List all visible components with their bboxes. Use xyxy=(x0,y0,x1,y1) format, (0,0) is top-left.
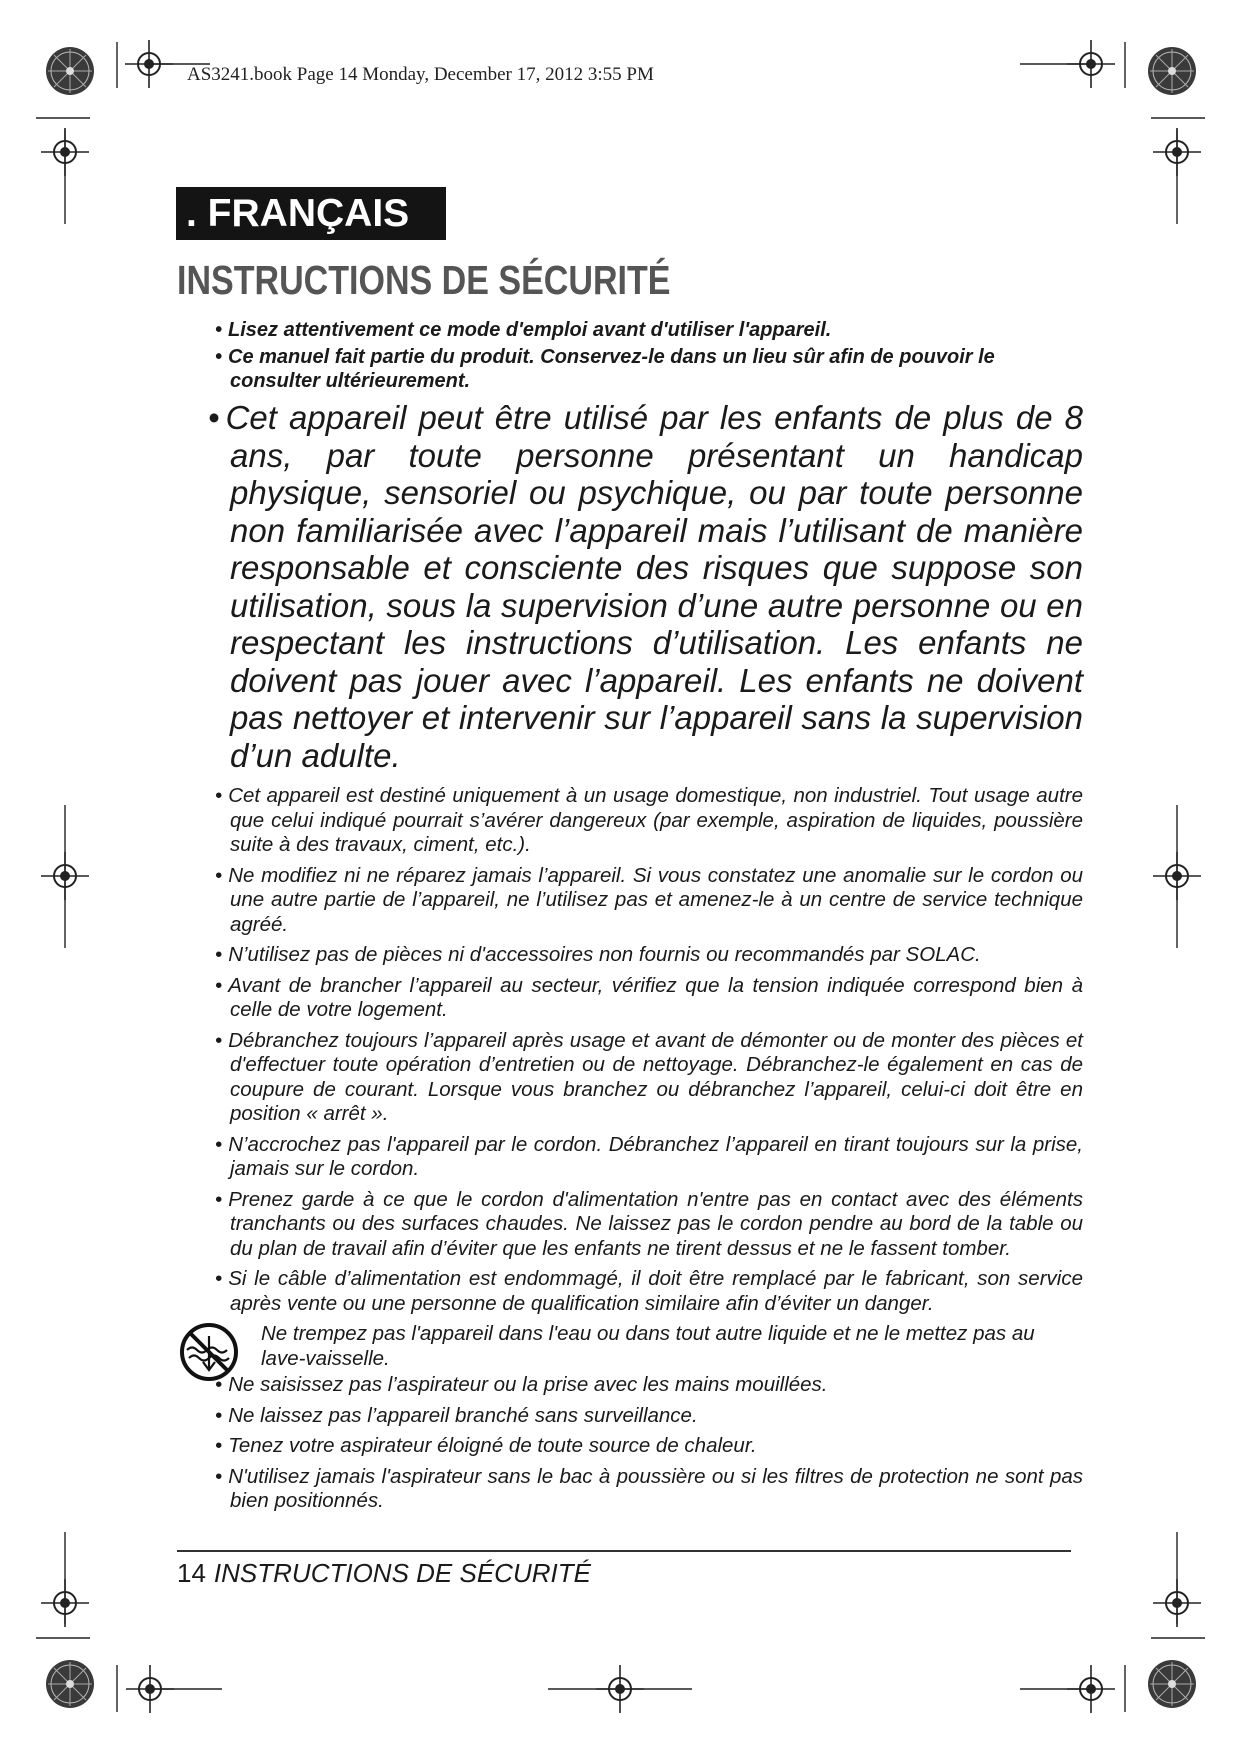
instructions-list xyxy=(193,784,1083,1316)
warning-text: Ne trempez pas l'appareil dans l'eau ou dans tout autre liquide et ne le mettez pas au lave-vaisselle. xyxy=(261,1322,1035,1370)
section-title: INSTRUCTIONS DE SÉCURITÉ xyxy=(177,257,671,303)
list-item: • Si le câble d’alimentation est endommagé, il doit être remplacé par le fabricant, son service après vente ou une personne de qualification similaire afin d’éviter un danger. xyxy=(215,1267,1083,1315)
list-item: • Ce manuel fait partie du produit. Conservez-le dans un lieu sûr afin de pouvoir le consulter ultérieurement. xyxy=(215,346,995,392)
list-item: • Ne laissez pas l’appareil branché sans surveillance. xyxy=(215,1403,698,1427)
immersion-warning xyxy=(193,1322,1083,1371)
list-item: • Prenez garde à ce que le cordon d'alimentation n'entre pas en contact avec des éléments tranchants ou des surfaces chaudes. Ne laissez pas le cordon pendre au bord de la table ou du plan de travail afin d’éviter que les enfants ne tirent dessus et ne le fassent tomber. xyxy=(215,1187,1083,1260)
list-item: • Tenez votre aspirateur éloigné de toute source de chaleur. xyxy=(215,1434,757,1457)
registration-star-icon xyxy=(46,1660,94,1708)
registration-target-icon xyxy=(1153,1579,1201,1627)
page-number: 14 xyxy=(177,1558,206,1588)
registration-target-icon xyxy=(1153,852,1201,900)
safety-instructions xyxy=(193,318,1083,1520)
language-tab: . FRANÇAIS xyxy=(176,187,446,240)
registration-star-icon xyxy=(46,47,94,95)
list-item: • Cet appareil est destiné uniquement à un usage domestique, non industriel. Tout usage autre que celui indiqué pourrait s’avérer dangereux (par exemple, aspiration de liquides, poussière suite à des travaux, ciment, etc.). xyxy=(215,784,1083,856)
registration-target-icon xyxy=(41,1579,89,1627)
list-item: • Ne modifiez ni ne réparez jamais l’appareil. Si vous constatez une anomalie sur le cordon ou une autre partie de l’appareil, ne l’utilisez pas et amenez-le à un centre de service technique agréé. xyxy=(215,863,1083,936)
intro-list xyxy=(193,318,1083,774)
list-item: • Débranchez toujours l’appareil après usage et avant de démonter ou de monter des pièces et d'effectuer toute opération d’entretien ou de nettoyage. Débranchez-le également en cas de coupure de courant. Lorsque vous branchez ou débranchez l’appareil, celui-ci doit être en position « arrêt ». xyxy=(215,1028,1083,1125)
list-item: • Avant de brancher l’appareil au secteur, vérifiez que la tension indiquée correspond bien à celle de votre logement. xyxy=(215,973,1083,1021)
registration-star-icon xyxy=(1148,1660,1196,1708)
list-item: • Ne saisissez pas l’aspirateur ou la prise avec les mains mouillées. xyxy=(215,1373,828,1396)
print-header: AS3241.book Page 14 Monday, December 17, 2012 3:55 PM xyxy=(187,64,654,85)
registration-star-icon xyxy=(1148,47,1196,95)
page-footer xyxy=(177,1558,591,1589)
list-item: • N'utilisez jamais l'aspirateur sans le bac à poussière ou si les filtres de protection ne sont pas bien positionnés. xyxy=(215,1464,1083,1512)
registration-target-icon xyxy=(41,852,89,900)
footer-divider xyxy=(177,1550,1071,1552)
highlight-item: • Cet appareil peut être utilisé par les enfants de plus de 8 ans, par toute personne présentant un handicap physique, sensoriel ou psychique, ou par toute personne non familiarisée avec l’appareil mais l’utilisant de manière responsable et consciente des risques que suppose son utilisation, sous la supervision d’une autre personne ou en respectant les instructions d’utilisation. Les enfants ne doivent pas jouer avec l’appareil. Les enfants ne doivent pas nettoyer et intervenir sur l’appareil sans la supervision d’un adulte. xyxy=(208,399,1083,774)
footer-title: INSTRUCTIONS DE SÉCURITÉ xyxy=(213,1558,591,1588)
list-item: • Lisez attentivement ce mode d'emploi avant d'utiliser l'appareil. xyxy=(215,319,832,341)
final-list xyxy=(193,1373,1083,1514)
list-item: • N’accrochez pas l'appareil par le cordon. Débranchez l’appareil en tirant toujours sur la prise, jamais sur le cordon. xyxy=(215,1132,1083,1180)
list-item: • N’utilisez pas de pièces ni d'accessoires non fournis ou recommandés par SOLAC. xyxy=(215,943,981,966)
